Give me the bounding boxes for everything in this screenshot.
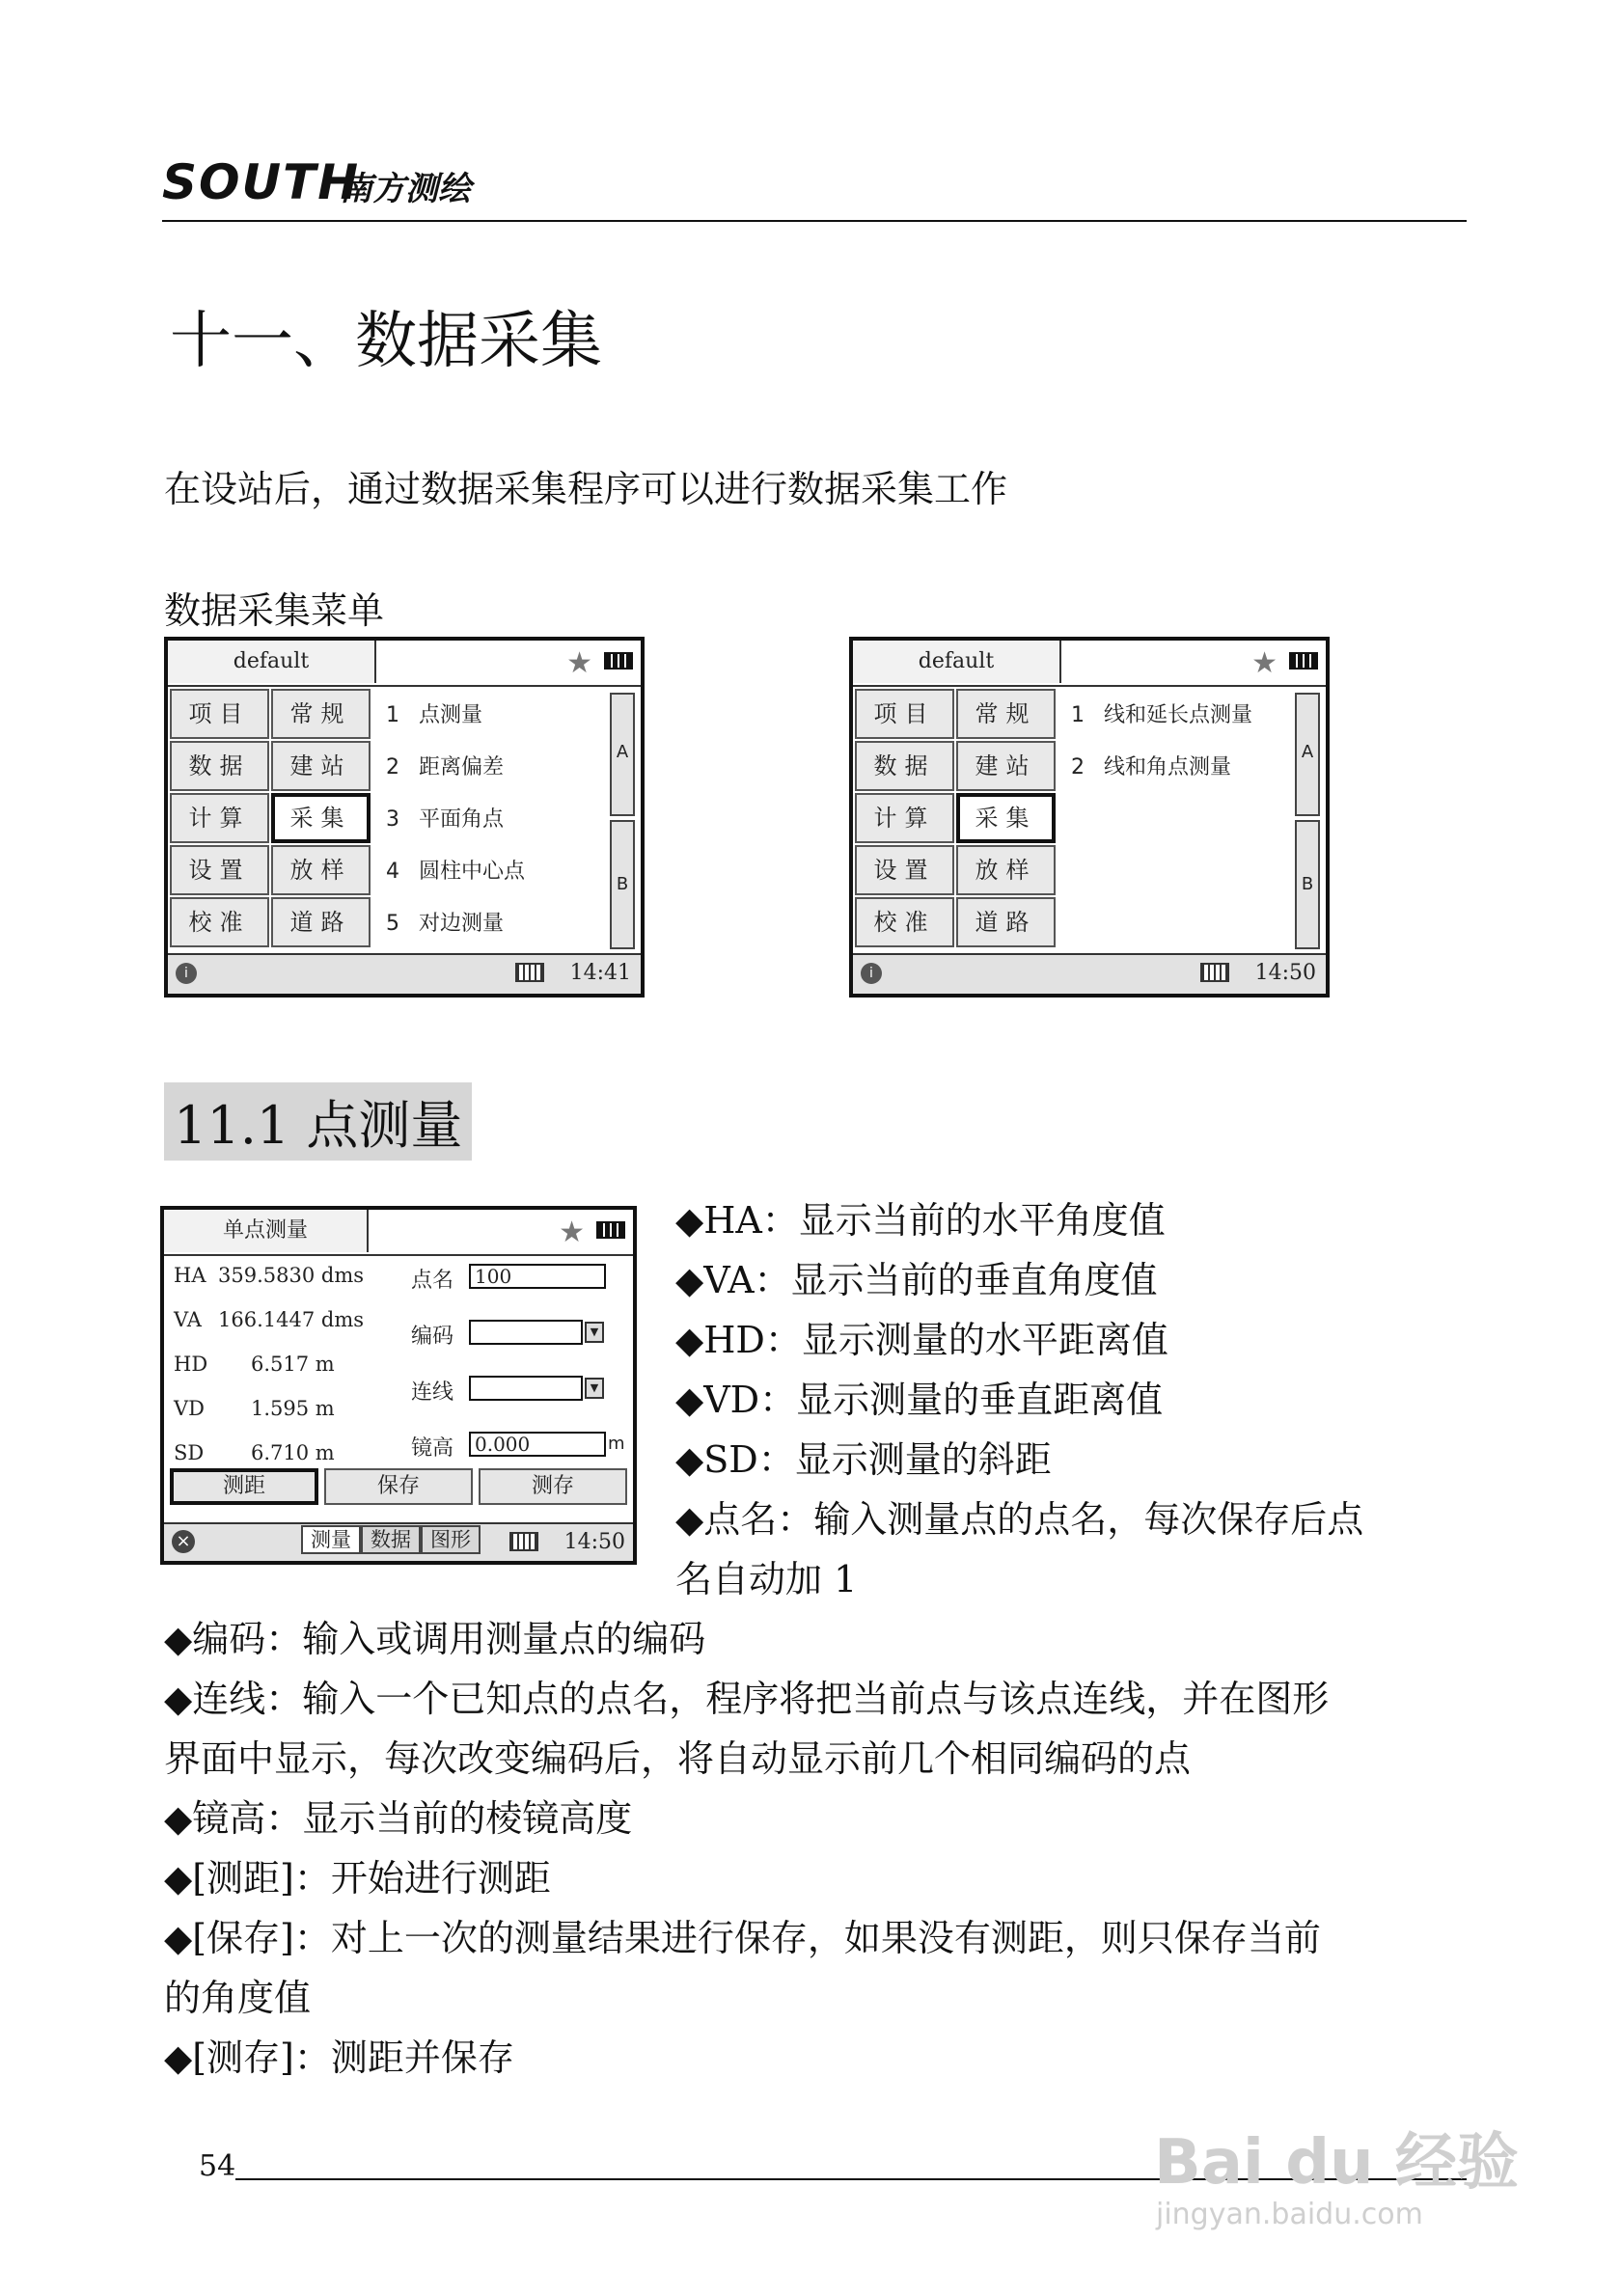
item-label: 点测量 <box>419 703 483 727</box>
bullet-sd: ◆SD：显示测量的斜距 <box>675 1438 1052 1481</box>
tab-graphic[interactable]: 图形 <box>421 1525 481 1554</box>
field-value: 1.595 m <box>251 1397 335 1420</box>
bullet-code: ◆编码：输入或调用测量点的编码 <box>164 1618 706 1660</box>
item-label: 圆柱中心点 <box>419 860 526 884</box>
keyboard-icon[interactable] <box>509 1532 538 1551</box>
intro-text: 在设站后，通过数据采集程序可以进行数据采集工作 <box>164 468 1008 510</box>
menu-cell-shuju[interactable]: 数据 <box>170 741 269 791</box>
section-title <box>164 289 608 382</box>
list-item[interactable] <box>386 855 525 885</box>
keyboard-icon[interactable] <box>515 963 544 982</box>
sd-row <box>174 1441 335 1464</box>
field-value: 359.5830 dms <box>218 1264 365 1287</box>
item-num: 2 <box>1071 755 1085 779</box>
clock: 14:50 <box>563 1530 625 1554</box>
list-item[interactable] <box>386 751 504 780</box>
tab-data[interactable]: 数据 <box>361 1525 421 1554</box>
page-number: 54 <box>199 2149 236 2183</box>
subsection-title: 11.1 点测量 <box>164 1082 472 1161</box>
save-button[interactable]: 保存 <box>324 1468 473 1505</box>
battery-icon <box>1289 652 1318 670</box>
scroll-button-b[interactable]: B <box>1295 820 1320 949</box>
menu-cell-fangyang[interactable]: 放样 <box>271 845 371 895</box>
menu-title: 数据采集菜单 <box>164 589 385 632</box>
tab-measure[interactable]: 测量 <box>301 1525 361 1554</box>
screen-3-titlebar <box>164 1210 633 1256</box>
item-num: 1 <box>1071 703 1085 727</box>
menu-cell-shuju[interactable]: 数据 <box>855 741 954 791</box>
scroll-button-a[interactable]: A <box>610 693 635 816</box>
keyboard-icon[interactable] <box>1200 963 1229 982</box>
height-input[interactable]: 0.000 <box>469 1432 606 1457</box>
item-label: 平面角点 <box>419 807 505 832</box>
screen-3-title: 单点测量 <box>164 1210 369 1252</box>
screen-2-statusbar <box>853 953 1326 994</box>
bullet-link-cont: 界面中显示，每次改变编码后，将自动显示前几个相同编码的点 <box>164 1737 1192 1780</box>
link-label: 连线 <box>411 1380 454 1405</box>
measure-button[interactable]: 测距 <box>170 1468 318 1505</box>
screen-2-titlebar <box>853 641 1326 687</box>
menu-cell-caiji[interactable]: 采集 <box>956 793 1056 843</box>
screen-1-title: default <box>168 641 376 683</box>
list-item[interactable] <box>386 803 504 833</box>
menu-cell-daolu[interactable]: 道路 <box>271 897 371 947</box>
device-screen-1 <box>164 637 645 998</box>
baidu-watermark: Bai du 经验 <box>1154 2127 1519 2199</box>
code-label: 编码 <box>411 1325 454 1349</box>
bullet-measure: ◆[测距]：开始进行测距 <box>164 1857 551 1900</box>
menu-cell-xiangmu[interactable]: 项目 <box>170 689 269 739</box>
close-icon[interactable]: × <box>172 1530 195 1553</box>
height-unit: m <box>608 1434 625 1454</box>
field-value: 6.517 m <box>251 1353 335 1376</box>
menu-cell-jianzhan[interactable]: 建站 <box>271 741 371 791</box>
screen-1-statusbar <box>168 953 641 994</box>
bullet-height: ◆镜高：显示当前的棱镜高度 <box>164 1797 633 1840</box>
menu-cell-daolu[interactable]: 道路 <box>956 897 1056 947</box>
code-select[interactable] <box>469 1320 583 1345</box>
list-item[interactable] <box>1071 698 1252 728</box>
menu-cell-changgui[interactable]: 常规 <box>271 689 371 739</box>
bullet-ha: ◆HA：显示当前的水平角度值 <box>675 1199 1166 1242</box>
menu-cell-jianzhan[interactable]: 建站 <box>956 741 1056 791</box>
menu-cell-jiaozhun[interactable]: 校准 <box>170 897 269 947</box>
item-num: 3 <box>386 807 399 832</box>
device-screen-2 <box>849 637 1330 998</box>
field-key: HA <box>174 1264 206 1287</box>
bullet-link: ◆连线：输入一个已知点的点名，程序将把当前点与该点连线，并在图形 <box>164 1678 1330 1720</box>
ha-row <box>174 1264 364 1287</box>
point-name-label: 点名 <box>411 1269 454 1293</box>
menu-cell-jisuan[interactable]: 计算 <box>170 793 269 843</box>
height-label: 镜高 <box>411 1436 454 1461</box>
bullet-hd: ◆HD：显示测量的水平距离值 <box>675 1319 1168 1361</box>
section-title-text: 十一、数据采集 <box>170 306 602 377</box>
info-icon[interactable]: i <box>176 963 197 984</box>
star-icon[interactable]: ★ <box>559 1216 585 1249</box>
south-logo-cn: 南方测绘 <box>340 170 471 208</box>
screen-3-statusbar <box>164 1522 633 1561</box>
item-label: 对边测量 <box>419 912 505 936</box>
list-item[interactable] <box>386 907 504 937</box>
menu-cell-shezhi[interactable]: 设置 <box>170 845 269 895</box>
item-num: 2 <box>386 755 399 779</box>
menu-cell-fangyang[interactable]: 放样 <box>956 845 1056 895</box>
header-rule <box>162 220 1467 222</box>
info-icon[interactable]: i <box>861 963 882 984</box>
menu-cell-jisuan[interactable]: 计算 <box>855 793 954 843</box>
field-key: HD <box>174 1353 208 1376</box>
menu-cell-xiangmu[interactable]: 项目 <box>855 689 954 739</box>
battery-icon <box>596 1221 625 1239</box>
screen-2-title: default <box>853 641 1061 683</box>
bullet-save: ◆[保存]：对上一次的测量结果进行保存，如果没有测距，则只保存当前 <box>164 1917 1321 1959</box>
clock: 14:50 <box>1254 961 1316 985</box>
bullet-measure-save: ◆[测存]：测距并保存 <box>164 2036 514 2079</box>
item-num: 1 <box>386 703 399 727</box>
item-label: 线和延长点测量 <box>1104 703 1253 727</box>
menu-cell-jiaozhun[interactable]: 校准 <box>855 897 954 947</box>
menu-cell-changgui[interactable]: 常规 <box>956 689 1056 739</box>
chevron-down-icon[interactable]: ▼ <box>585 1322 604 1343</box>
baidu-watermark-url: jingyan.baidu.com <box>1156 2198 1423 2231</box>
field-key: VD <box>174 1397 206 1420</box>
bullet-va: ◆VA：显示当前的垂直角度值 <box>675 1259 1158 1301</box>
list-item[interactable] <box>1071 751 1231 780</box>
field-value: 6.710 m <box>251 1441 335 1464</box>
star-icon[interactable]: ★ <box>1251 646 1278 680</box>
scroll-button-b[interactable]: B <box>610 820 635 949</box>
bullet-save-cont: 的角度值 <box>164 1977 312 2019</box>
list-item[interactable] <box>386 698 482 728</box>
chevron-down-icon[interactable]: ▼ <box>585 1378 604 1399</box>
point-name-input[interactable]: 100 <box>469 1264 606 1289</box>
menu-cell-shezhi[interactable]: 设置 <box>855 845 954 895</box>
bullet-point-name: ◆点名：输入测量点的点名，每次保存后点 <box>675 1498 1364 1541</box>
item-label: 线和角点测量 <box>1104 755 1232 779</box>
device-screen-3 <box>160 1206 637 1565</box>
va-row <box>174 1308 364 1331</box>
item-label: 距离偏差 <box>419 755 505 779</box>
scroll-button-a[interactable]: A <box>1295 693 1320 816</box>
link-select[interactable] <box>469 1376 583 1401</box>
item-num: 4 <box>386 860 399 884</box>
battery-icon <box>604 652 633 670</box>
clock: 14:41 <box>569 961 631 985</box>
south-logo: SOUTH <box>162 154 361 210</box>
hd-row <box>174 1353 335 1376</box>
field-key: SD <box>174 1441 205 1464</box>
field-value: 166.1447 dms <box>218 1308 365 1331</box>
bullet-vd: ◆VD：显示测量的垂直距离值 <box>675 1379 1164 1421</box>
bullet-point-name-cont: 名自动加 1 <box>675 1558 858 1600</box>
vd-row <box>174 1397 335 1420</box>
screen-1-titlebar <box>168 641 641 687</box>
item-num: 5 <box>386 912 399 936</box>
menu-cell-caiji[interactable]: 采集 <box>271 793 371 843</box>
field-key: VA <box>174 1308 202 1331</box>
star-icon[interactable]: ★ <box>566 646 592 680</box>
measure-save-button[interactable]: 测存 <box>479 1468 627 1505</box>
